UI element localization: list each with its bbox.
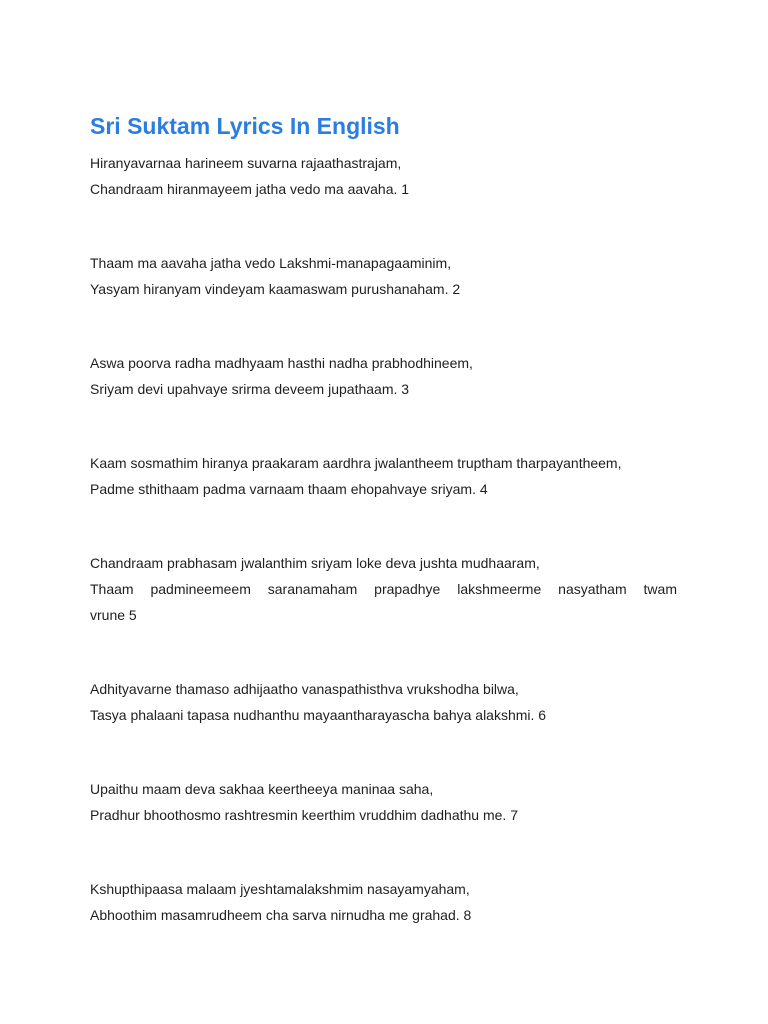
verse-line: Aswa poorva radha madhyaam hasthi nadha prabhodhineem,: [90, 355, 473, 371]
verse-2: [90, 250, 677, 302]
verse-line: vrune 5: [90, 607, 137, 623]
verse-8: [90, 876, 677, 928]
verse-line: Thaam padmineemeem saranamaham prapadhye lakshmeerme nasyatham twam: [90, 581, 677, 597]
verse-line: Abhoothim masamrudheem cha sarva nirnudha me grahad. 8: [90, 907, 472, 923]
verse-line: Chandraam hiranmayeem jatha vedo ma aavaha. 1: [90, 181, 410, 197]
verse-1: [90, 150, 677, 202]
verse-4: [90, 450, 677, 502]
verse-3: [90, 350, 677, 402]
verse-6: [90, 676, 677, 728]
verse-line: Pradhur bhoothosmo rashtresmin keerthim vruddhim dadhathu me. 7: [90, 807, 518, 823]
verse-line: Yasyam hiranyam vindeyam kaamaswam purushanaham. 2: [90, 281, 461, 297]
verse-7: [90, 776, 677, 828]
page-title: Sri Suktam Lyrics In English: [90, 113, 400, 139]
verse-line: Tasya phalaani tapasa nudhanthu mayaantharayascha bahya alakshmi. 6: [90, 707, 547, 723]
verse-line: Kaam sosmathim hiranya praakaram aardhra jwalantheem truptham tharpayantheem,: [90, 455, 622, 471]
verse-5: [90, 550, 677, 628]
verse-line: Padme sthithaam padma varnaam thaam ehopahvaye sriyam. 4: [90, 481, 488, 497]
verse-line: Upaithu maam deva sakhaa keertheeya maninaa saha,: [90, 781, 434, 797]
verse-line: Adhityavarne thamaso adhijaatho vanaspathisthva vrukshodha bilwa,: [90, 681, 519, 697]
verse-line: Chandraam prabhasam jwalanthim sriyam loke deva jushta mudhaaram,: [90, 555, 540, 571]
verse-line: Kshupthipaasa malaam jyeshtamalakshmim nasayamyaham,: [90, 881, 470, 897]
verse-line: Sriyam devi upahvaye srirma deveem jupathaam. 3: [90, 381, 410, 397]
verse-line: Hiranyavarnaa harineem suvarna rajaathastrajam,: [90, 155, 402, 171]
document-page: [90, 110, 677, 976]
verse-line: Thaam ma aavaha jatha vedo Lakshmi-manapagaaminim,: [90, 255, 452, 271]
